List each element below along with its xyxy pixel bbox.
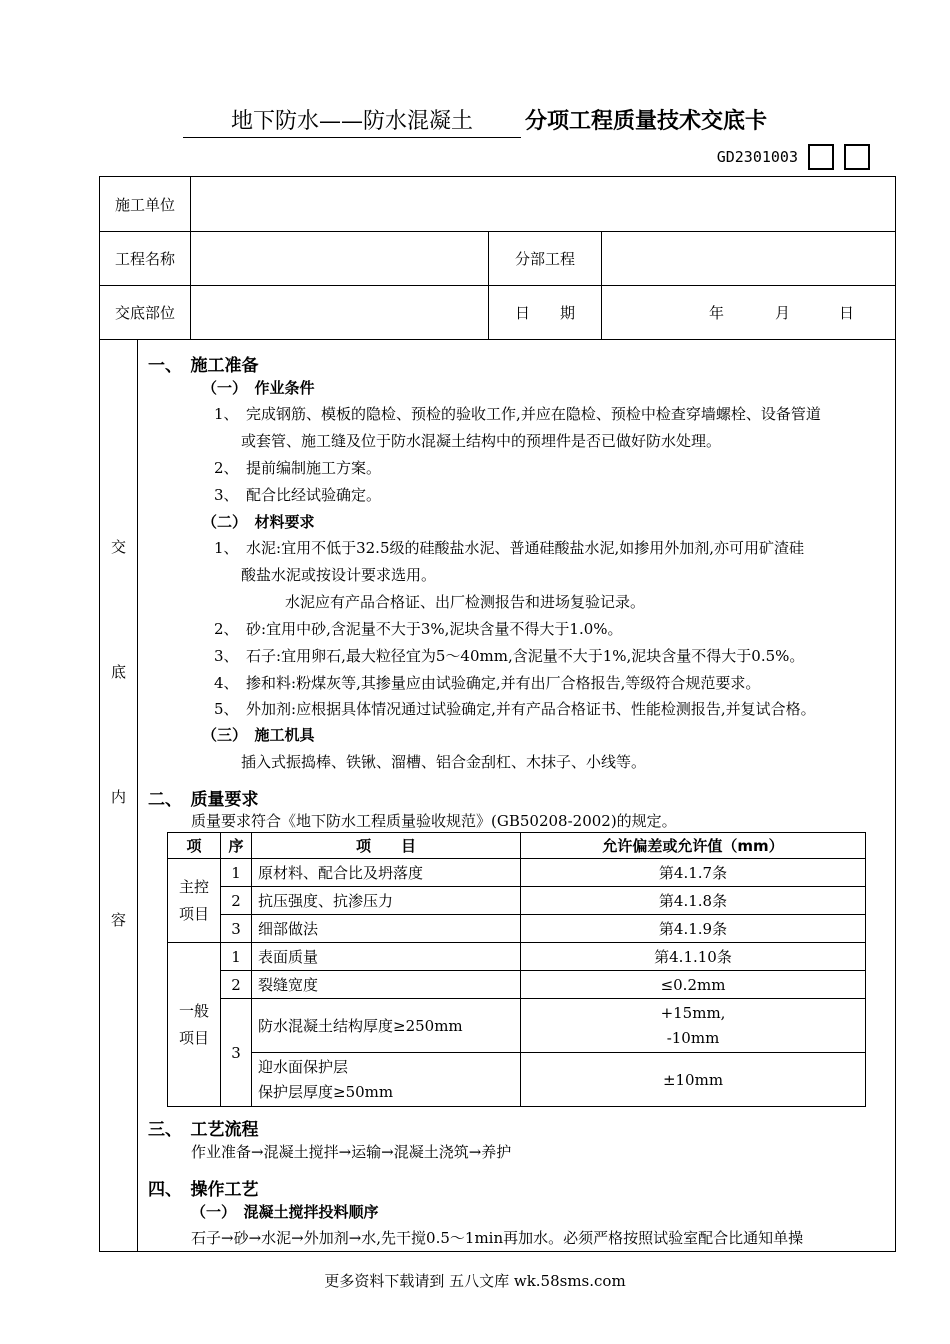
- row-seq: 1: [221, 943, 252, 971]
- text-line: 4、 掺和料:粉煤灰等,其掺量应由试验确定,并有出厂合格报告,等级符合规范要求。: [214, 674, 761, 692]
- division-label: 分部工程: [514, 250, 575, 268]
- quality-table: [167, 832, 866, 1107]
- text-line: 5、 外加剂:应根据具体情况通过试验确定,并有产品合格证书、性能检测报告,并复试合格。: [214, 700, 816, 718]
- footer-text: 更多资料下载请到 五八文库 wk.58sms.com: [324, 1272, 626, 1290]
- document-title: [0, 104, 950, 138]
- text-line: 作业准备→混凝土搅拌→运输→混凝土浇筑→养护: [191, 1143, 512, 1161]
- text-line: 1、 完成钢筋、模板的隐检、预检的验收工作,并应在隐检、预检中检查穿墙螺栓、设备管道: [214, 405, 821, 423]
- table-row: [168, 999, 866, 1053]
- date-field[interactable]: [602, 286, 895, 339]
- text-line: 插入式振捣棒、铁锹、溜槽、铝合金刮杠、木抹子、小线等。: [241, 753, 647, 771]
- row-value: 第4.1.8条: [521, 887, 866, 915]
- row-seq: 3: [221, 999, 252, 1107]
- table-row: [168, 887, 866, 915]
- section-heading: 四、 操作工艺: [148, 1180, 259, 1200]
- subsection-heading: （一） 作业条件: [202, 379, 315, 397]
- side-label-column: [100, 340, 138, 1251]
- text-line: 1、 水泥:宜用不低于32.5级的硅酸盐水泥、普通硅酸盐水泥,如掺用外加剂,亦可用矿渣硅: [214, 539, 805, 557]
- text-line: 3、 配合比经试验确定。: [214, 486, 382, 504]
- table-row: [168, 943, 866, 971]
- side-label-char: 底: [110, 663, 126, 681]
- side-label-char: 交: [110, 538, 126, 556]
- subsection-heading: （二） 材料要求: [202, 513, 315, 531]
- text-line: 酸盐水泥或按设计要求选用。: [241, 566, 437, 584]
- table-header-row: [168, 833, 866, 859]
- row-value: +15mm, -10mm: [521, 999, 866, 1053]
- checkbox-1[interactable]: [808, 144, 834, 170]
- group-main-control: 主控项目: [168, 859, 221, 943]
- row-value: 第4.1.9条: [521, 915, 866, 943]
- disclosure-form: [99, 176, 896, 1252]
- section-heading: 二、 质量要求: [148, 790, 259, 810]
- table-row: [168, 1053, 866, 1107]
- row-item: 裂缝宽度: [252, 971, 521, 999]
- text-line: 3、 石子:宜用卵石,最大粒径宜为5～40mm,含泥量不大于1%,泥块含量不得大于0.5%。: [214, 647, 805, 665]
- text-line: 质量要求符合《地下防水工程质量验收规范》(GB50208-2002)的规定。: [191, 812, 677, 830]
- date-year: 年: [709, 304, 725, 322]
- row-value: ±10mm: [521, 1053, 866, 1107]
- row-seq: 1: [221, 859, 252, 887]
- subsection-heading: （三） 施工机具: [202, 726, 315, 744]
- document-code-area: [717, 144, 870, 170]
- row-seq: 2: [221, 887, 252, 915]
- section-heading: 一、 施工准备: [148, 356, 259, 376]
- row-value: ≤0.2mm: [521, 971, 866, 999]
- row-item: 表面质量: [252, 943, 521, 971]
- side-label-char: 容: [110, 911, 126, 929]
- table-header: 项: [168, 833, 221, 859]
- construction-unit-field[interactable]: [191, 177, 895, 231]
- group-general: 一般项目: [168, 943, 221, 1107]
- text-line: 2、 砂:宜用中砂,含泥量不大于3%,泥块含量不得大于1.0%。: [214, 620, 623, 638]
- row-value: 第4.1.10条: [521, 943, 866, 971]
- disclosure-part-field[interactable]: [191, 286, 488, 339]
- document-code: GD2301003: [716, 148, 798, 166]
- table-header: 项 目: [252, 833, 521, 859]
- row-seq: 3: [221, 915, 252, 943]
- side-label-char: 内: [110, 788, 126, 806]
- table-header: 序: [221, 833, 252, 859]
- row-item: 迎水面保护层 保护层厚度≥50mm: [252, 1053, 521, 1107]
- date-label: 日 期: [514, 304, 575, 322]
- checkbox-2[interactable]: [844, 144, 870, 170]
- title-subject: 地下防水——防水混凝土: [183, 104, 521, 138]
- row-seq: 2: [221, 971, 252, 999]
- date-month: 月: [775, 304, 791, 322]
- row-item: 防水混凝土结构厚度≥250mm: [252, 999, 521, 1053]
- row-construction-unit: [100, 177, 895, 232]
- project-name-label: 工程名称: [114, 250, 175, 268]
- date-day: 日: [839, 304, 855, 322]
- table-header: 允许偏差或允许值（mm）: [521, 833, 866, 859]
- text-line: 水泥应有产品合格证、出厂检测报告和进场复验记录。: [285, 593, 646, 611]
- disclosure-content: [138, 340, 895, 1251]
- row-project-name: [100, 232, 895, 286]
- row-value: 第4.1.7条: [521, 859, 866, 887]
- row-item: 原材料、配合比及坍落度: [252, 859, 521, 887]
- table-row: [168, 859, 866, 887]
- row-item: 细部做法: [252, 915, 521, 943]
- construction-unit-label: 施工单位: [114, 195, 175, 214]
- table-row: [168, 915, 866, 943]
- row-item: 抗压强度、抗渗压力: [252, 887, 521, 915]
- title-main: 分项工程质量技术交底卡: [525, 109, 768, 134]
- row-disclosure-part: [100, 286, 895, 340]
- division-field[interactable]: [602, 232, 895, 285]
- text-line: 或套管、施工缝及位于防水混凝土结构中的预埋件是否已做好防水处理。: [241, 432, 722, 450]
- table-row: [168, 971, 866, 999]
- text-line: 石子→砂→水泥→外加剂→水,先干搅0.5～1min再加水。必须严格按照试验室配合比通知单操: [191, 1229, 804, 1247]
- text-line: 2、 提前编制施工方案。: [214, 459, 382, 477]
- section-heading: 三、 工艺流程: [148, 1120, 259, 1140]
- subsection-heading: （一） 混凝土搅拌投料顺序: [191, 1203, 379, 1221]
- disclosure-part-label: 交底部位: [114, 304, 175, 322]
- project-name-field[interactable]: [191, 232, 488, 285]
